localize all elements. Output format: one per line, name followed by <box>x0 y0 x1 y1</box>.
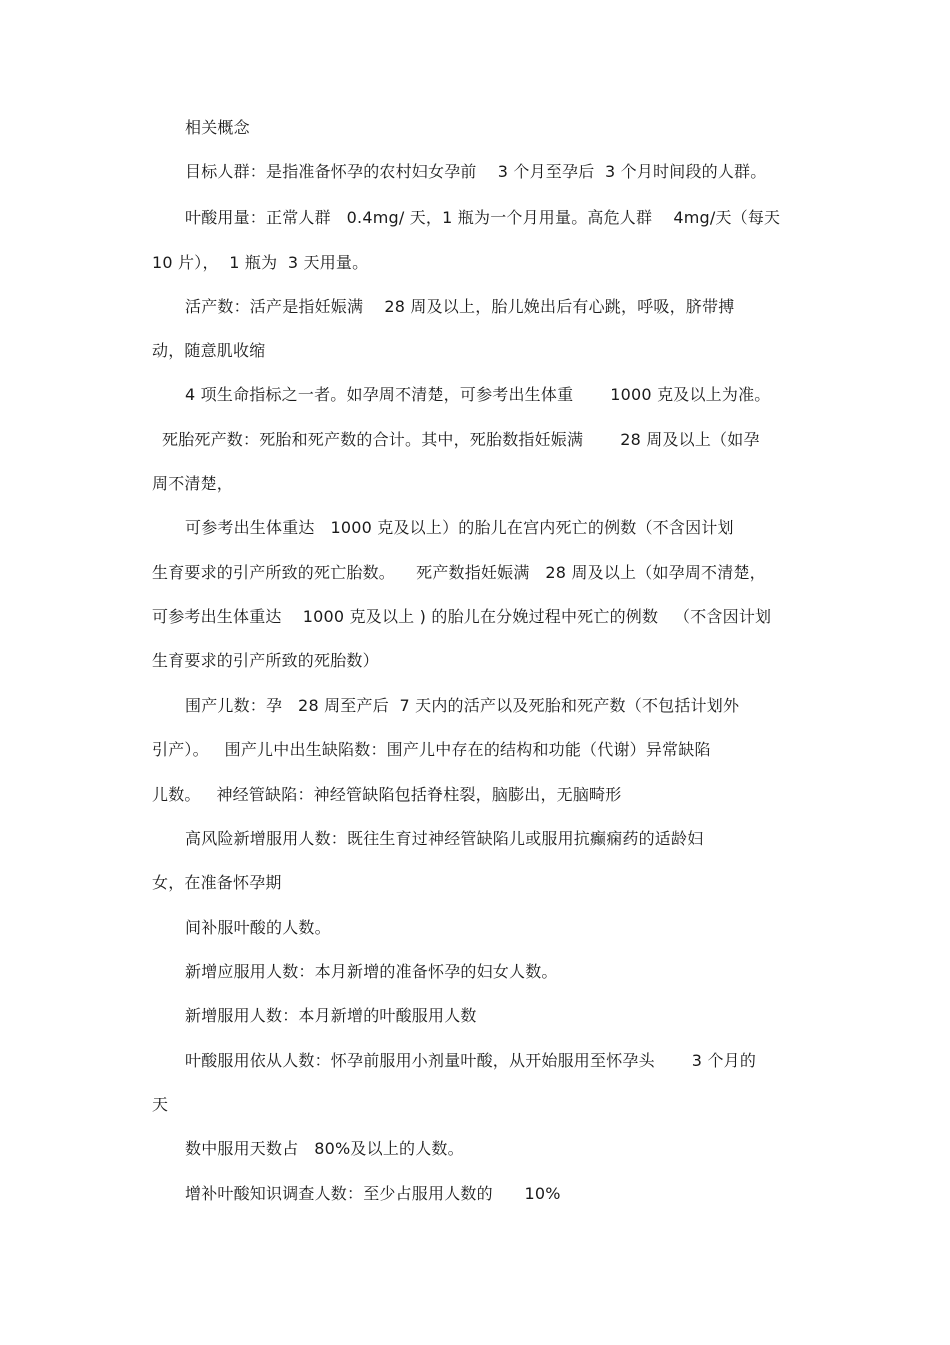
paragraph-line: 叶酸用量：正常人群 0.4mg/ 天，1 瓶为一个月用量。高危人群 4mg/天（每天 <box>185 208 781 227</box>
paragraph-line: 天 <box>152 1095 169 1114</box>
paragraph-line: 数中服用天数占 80%及以上的人数。 <box>185 1139 464 1158</box>
paragraph-line: 女，在准备怀孕期 <box>152 873 282 892</box>
paragraph-line: 4 项生命指标之一者。如孕周不清楚，可参考出生体重 1000 克及以上为准。 <box>185 385 771 404</box>
paragraph-line: 可参考出生体重达 1000 克及以上 ) 的胎儿在分娩过程中死亡的例数 （不含因计划 <box>152 607 772 626</box>
paragraph-line: 10 片）， 1 瓶为 3 天用量。 <box>152 253 369 272</box>
paragraph-line: 增补叶酸知识调查人数：至少占服用人数的 10% <box>185 1184 561 1203</box>
paragraph-line: 围产儿数：孕 28 周至产后 7 天内的活产以及死胎和死产数（不包括计划外 <box>185 696 740 715</box>
paragraph-line: 新增服用人数：本月新增的叶酸服用人数 <box>185 1006 477 1025</box>
paragraph-line: 生育要求的引产所致的死胎数） <box>152 651 379 670</box>
paragraph-line: 活产数：活产是指妊娠满 28 周及以上，胎儿娩出后有心跳，呼吸，脐带搏 <box>185 297 735 316</box>
paragraph-line: 周不清楚， <box>152 474 234 493</box>
paragraph-line: 可参考出生体重达 1000 克及以上）的胎儿在宫内死亡的例数（不含因计划 <box>185 518 734 537</box>
paragraph-line: 儿数。 神经管缺陷：神经管缺陷包括脊柱裂，脑膨出，无脑畸形 <box>152 785 622 804</box>
paragraph-line: 死胎死产数：死胎和死产数的合计。其中，死胎数指妊娠满 28 周及以上（如孕 <box>162 430 760 449</box>
section-heading: 相关概念 <box>185 118 250 137</box>
paragraph-line: 目标人群：是指准备怀孕的农村妇女孕前 3 个月至孕后 3 个月时间段的人群。 <box>185 162 767 181</box>
paragraph-line: 间补服叶酸的人数。 <box>185 918 331 937</box>
paragraph-line: 叶酸服用依从人数：怀孕前服用小剂量叶酸，从开始服用至怀孕头 3 个月的 <box>185 1051 757 1070</box>
paragraph-line: 生育要求的引产所致的死亡胎数。 死产数指妊娠满 28 周及以上（如孕周不清楚， <box>152 563 766 582</box>
paragraph-line: 引产）。 围产儿中出生缺陷数：围产儿中存在的结构和功能（代谢）异常缺陷 <box>152 740 711 759</box>
paragraph-line: 高风险新增服用人数：既往生育过神经管缺陷儿或服用抗癫痫药的适龄妇 <box>185 829 704 848</box>
paragraph-line: 动，随意肌收缩 <box>152 341 266 360</box>
paragraph-line: 新增应服用人数：本月新增的准备怀孕的妇女人数。 <box>185 962 558 981</box>
